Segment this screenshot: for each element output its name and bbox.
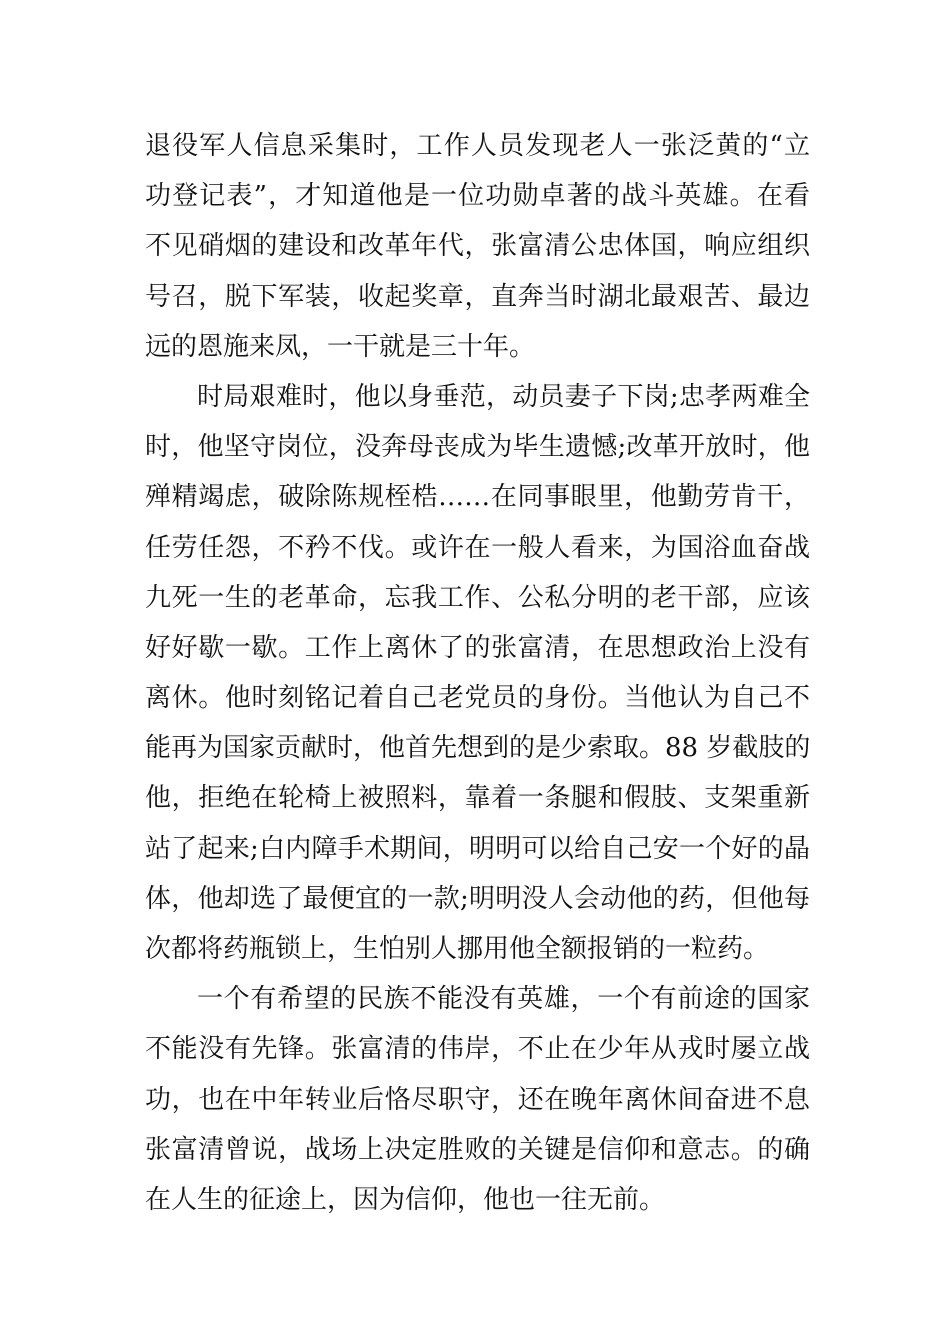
text-line: 号召，脱下军装，收起奖章，直奔当时湖北最艰苦、最边 [145,281,810,312]
text-line: 时，他坚守岗位，没奔母丧成为毕生遗憾;改革开放时，他 [145,432,810,463]
body-text [145,121,810,1225]
text-line: 站了起来;白内障手术期间，明明可以给自己安一个好的晶 [145,833,810,864]
text-line: 功，也在中年转业后恪尽职守，还在晚年离休间奋进不息 [145,1084,810,1115]
text-line: 功登记表”，才知道他是一位功勋卓著的战斗英雄。在看 [145,181,810,212]
text-line: 不见硝烟的建设和改革年代，张富清公忠体国，响应组织 [145,231,810,262]
text-line: 不能没有先锋。张富清的伟岸，不止在少年从戎时屡立战 [145,1034,810,1065]
paragraph-start-line: 一个有希望的民族不能没有英雄，一个有前途的国家 [197,984,810,1015]
text-line: 能再为国家贡献时，他首先想到的是少索取。88 岁截肢的 [145,733,810,764]
text-line: 好好歇一歇。工作上离休了的张富清，在思想政治上没有 [145,632,810,663]
text-line: 张富清曾说，战场上决定胜败的关键是信仰和意志。的确 [145,1134,810,1165]
text-line: 离休。他时刻铭记着自己老党员的身份。当他认为自己不 [145,683,810,714]
text-line: 九死一生的老革命，忘我工作、公私分明的老干部，应该 [145,582,810,613]
text-line: 他，拒绝在轮椅上被照料，靠着一条腿和假肢、支架重新 [145,783,810,814]
text-line: 在人生的征途上，因为信仰，他也一往无前。 [145,1184,666,1215]
text-line: 任劳任怨，不矜不伐。或许在一般人看来，为国浴血奋战 [145,532,810,563]
text-line: 远的恩施来凤，一干就是三十年。 [145,331,536,362]
paragraph-start-line: 时局艰难时，他以身垂范，动员妻子下岗;忠孝两难全 [197,381,810,412]
text-line: 体，他却选了最便宜的一款;明明没人会动他的药，但他每 [145,883,810,914]
text-line: 次都将药瓶锁上，生怕别人挪用他全额报销的一粒药。 [145,934,770,964]
text-line: 退役军人信息采集时，工作人员发现老人一张泛黄的“立 [145,131,810,161]
text-line: 殚精竭虑，破除陈规桎梏……在同事眼里，他勤劳肯干， [145,482,810,513]
